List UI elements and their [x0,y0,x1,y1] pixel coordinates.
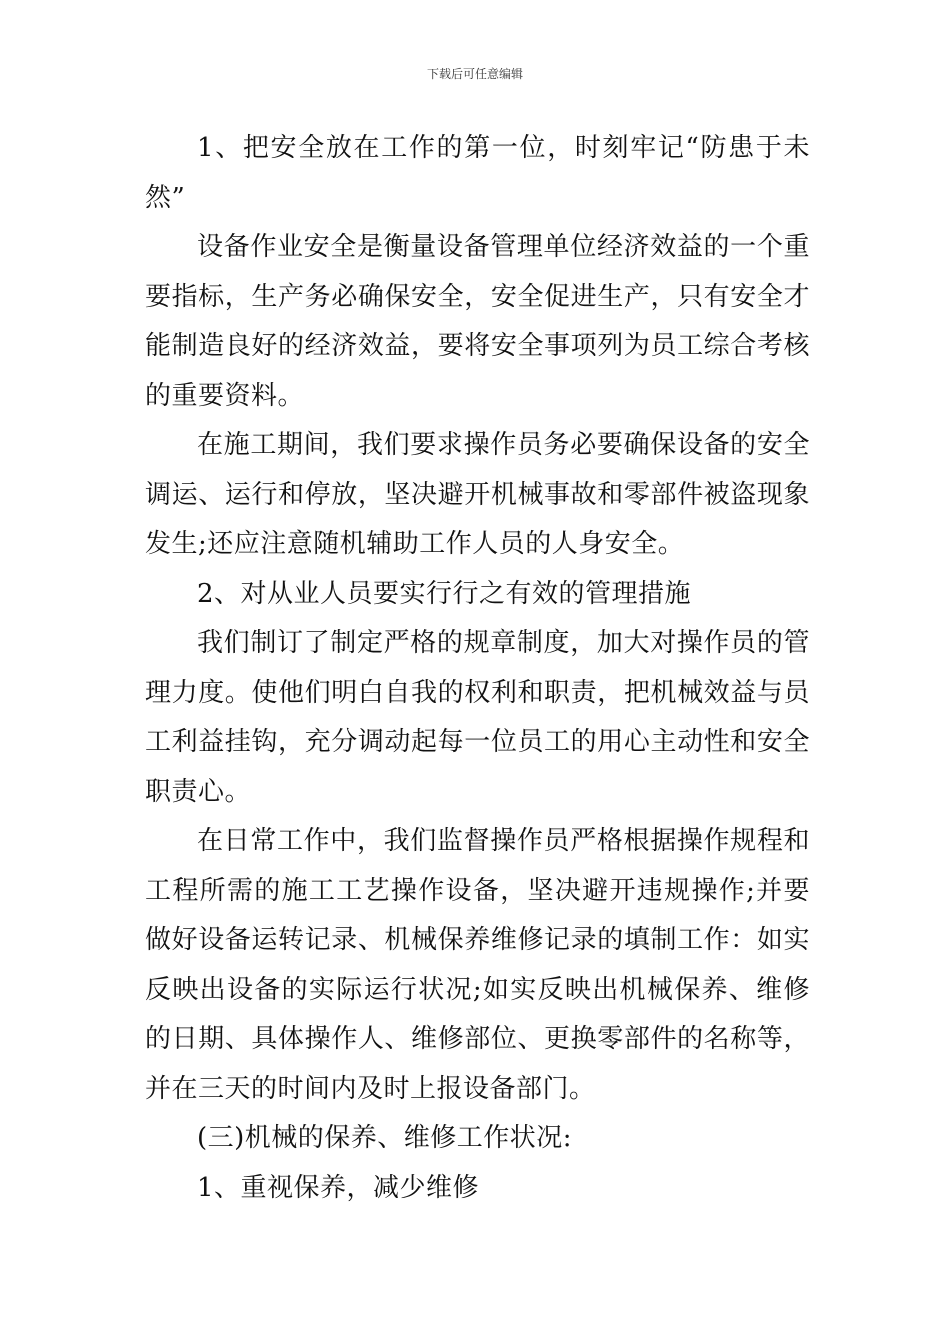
paragraph-maintenance-subheading: 1、重视保养，减少维修 [197,1172,480,1203]
paragraph-construction-safety: 在施工期间，我们要求操作员务必要确保设备的安全调运、运行和停放，坚决避开机械事故和零部件被盗现象发生;还应注意随机辅助工作人员的人身安全。 [145,430,810,559]
paragraph-staff-management-heading: 2、对从业人员要实行行之有效的管理措施 [197,578,692,609]
paragraph-maintenance-section-heading: (三)机械的保养、维修工作状况: [197,1123,573,1153]
paragraph-safety-indicator: 设备作业安全是衡量设备管理单位经济效益的一个重要指标，生产务必确保安全，安全促进生产，只有安全才能制造良好的经济效益，要将安全事项列为员工综合考核的重要资料。 [145,232,810,411]
paragraph-rules-regulations: 我们制订了制定严格的规章制度，加大对操作员的管理力度。使他们明白自我的权利和职责，把机械效益与员工利益挂钩，充分调动起每一位员工的用心主动性和安全职责心。 [145,628,810,807]
paragraph-daily-supervision: 在日常工作中，我们监督操作员严格根据操作规程和工程所需的施工工艺操作设备，坚决避开违规操作;并要做好设备运转记录、机械保养维修记录的填制工作：如实反映出设备的实际运行状况;如实反映出机械保养、维修的日期、具体操作人、维修部位、更换零部件的名称等，并在三天的时间内及时上报设备部门。 [145,826,810,1104]
document-body [145,124,810,1213]
paragraph-safety-heading: 1、把安全放在工作的第一位，时刻牢记“防患于未然” [145,133,810,213]
page-header: 下载后可任意编辑 [426,67,523,81]
